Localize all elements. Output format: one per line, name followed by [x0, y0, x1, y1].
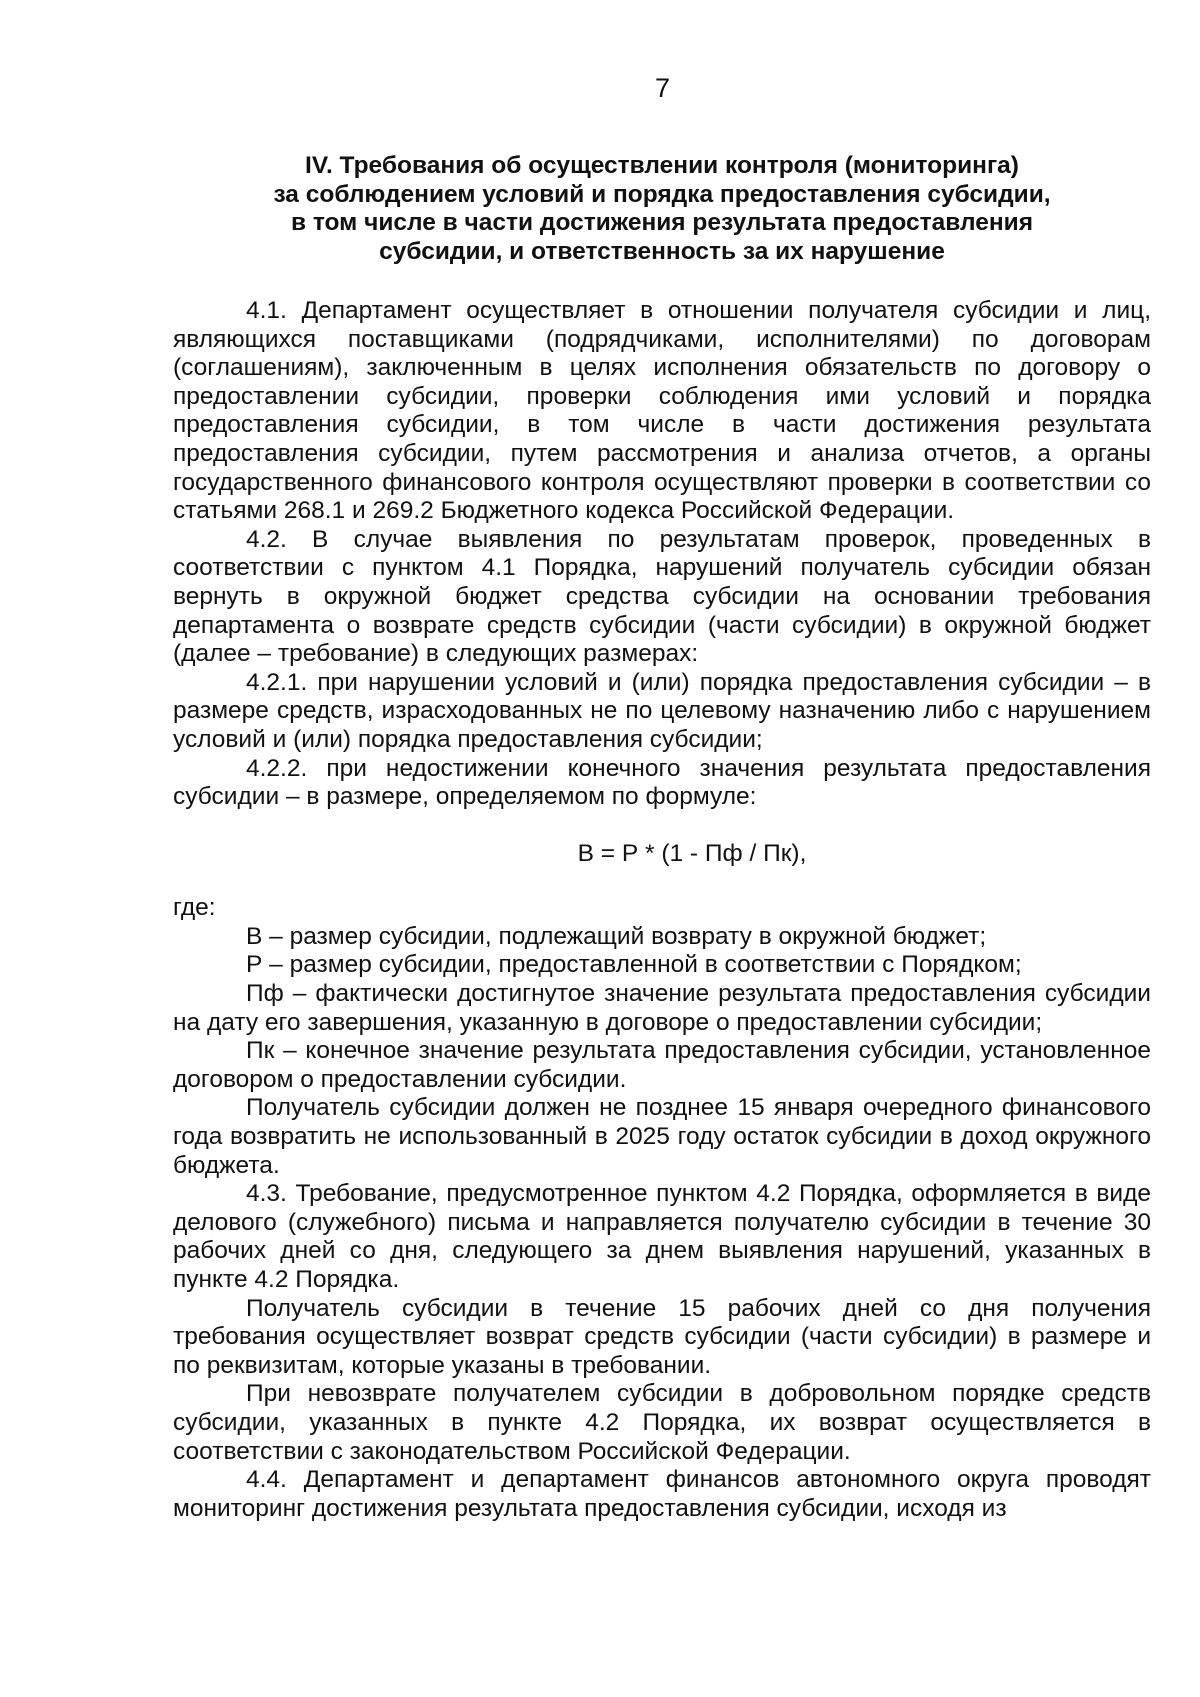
- where-label: где:: [173, 894, 216, 922]
- paragraph-non-return: При невозврате получателем субсидии в добровольном порядке средств субсидии, указанных в пункте 4.2 Порядка, их возврат осуществляется в соответствии с законодательством Российской Федерации.: [173, 1380, 1151, 1465]
- section-title-line: субсидии, и ответственность за их нарушение: [379, 237, 945, 265]
- paragraph-4-2: 4.2. В случае выявления по результатам проверок, проведенных в соответствии с пунктом 4.1 Порядка, нарушений получатель субсидии обязан вернуть в окружной бюджет средства субсидии на основании требования департамента о возврате средств субсидии (части субсидии) в окружной бюджет (далее – требование) в следующих размерах:: [173, 525, 1151, 668]
- paragraph-4-4: 4.4. Департамент и департамент финансов автономного округа проводят мониторинг достижения результата предоставления субсидии, исходя из: [173, 1466, 1151, 1522]
- paragraph-4-2-2: 4.2.2. при недостижении конечного значения результата предоставления субсидии – в размере, определяемом по формуле:: [173, 754, 1151, 811]
- definition-pf: Пф – фактически достигнутое значение результата предоставления субсидии на дату его завершения, указанную в договоре о предоставлении субсидии;: [173, 980, 1151, 1036]
- paragraph-return-term: Получатель субсидии в течение 15 рабочих дней со дня получения требования осуществляет возврат средств субсидии (части субсидии) в размере и по реквизитам, которые указаны в требовании.: [173, 1294, 1151, 1379]
- document-body: [173, 297, 1151, 1523]
- paragraph-4-2-1: 4.2.1. при нарушении условий и (или) порядка предоставления субсидии – в размере средств, израсходованных не по целевому назначению либо с нарушением условий и (или) порядка предоставления субсидии;: [173, 668, 1151, 753]
- section-title-line: в том числе в части достижения результата предоставления: [290, 209, 1033, 236]
- section-title-line: за соблюдением условий и порядка предоставления субсидии,: [273, 180, 1051, 208]
- paragraph-4-1: 4.1. Департамент осуществляет в отношении получателя субсидии и лиц, являющихся поставщиками (подрядчиками, исполнителями) по договорам (соглашениям), заключенным в целях исполнения обязательств по договору о предоставлении субсидии, проверки соблюдения ими условий и порядка предоставления субсидии, в том числе в части достижения результата предоставления субсидии, путем рассмотрения и анализа отчетов, а органы государственного финансового контроля осуществляют проверки в соответствии со статьями 268.1 и 269.2 Бюджетного кодекса Российской Федерации.: [173, 297, 1151, 525]
- page-number: 7: [654, 73, 671, 103]
- paragraph-4-3: 4.3. Требование, предусмотренное пунктом 4.2 Порядка, оформляется в виде делового (служебного) письма и направляется получателю субсидии в течение 30 рабочих дней со дня, следующего за днем выявления нарушений, указанных в пункте 4.2 Порядка.: [173, 1180, 1151, 1293]
- definition-pk: Пк – конечное значение результата предоставления субсидии, установленное договором о предоставлении субсидии.: [173, 1037, 1151, 1093]
- definition-r: Р – размер субсидии, предоставленной в соответствии с Порядком;: [246, 951, 1022, 979]
- definition-v: В – размер субсидии, подлежащий возврату в окружной бюджет;: [246, 922, 987, 950]
- formula: В = Р * (1 - Пф / Пк),: [577, 839, 807, 867]
- section-title: [173, 152, 1151, 266]
- paragraph-return-deadline: Получатель субсидии должен не позднее 15 января очередного финансового года возвратить не использованный в 2025 году остаток субсидии в доход окружного бюджета.: [173, 1094, 1151, 1179]
- section-title-line: IV. Требования об осуществлении контроля (мониторинга): [305, 152, 1019, 179]
